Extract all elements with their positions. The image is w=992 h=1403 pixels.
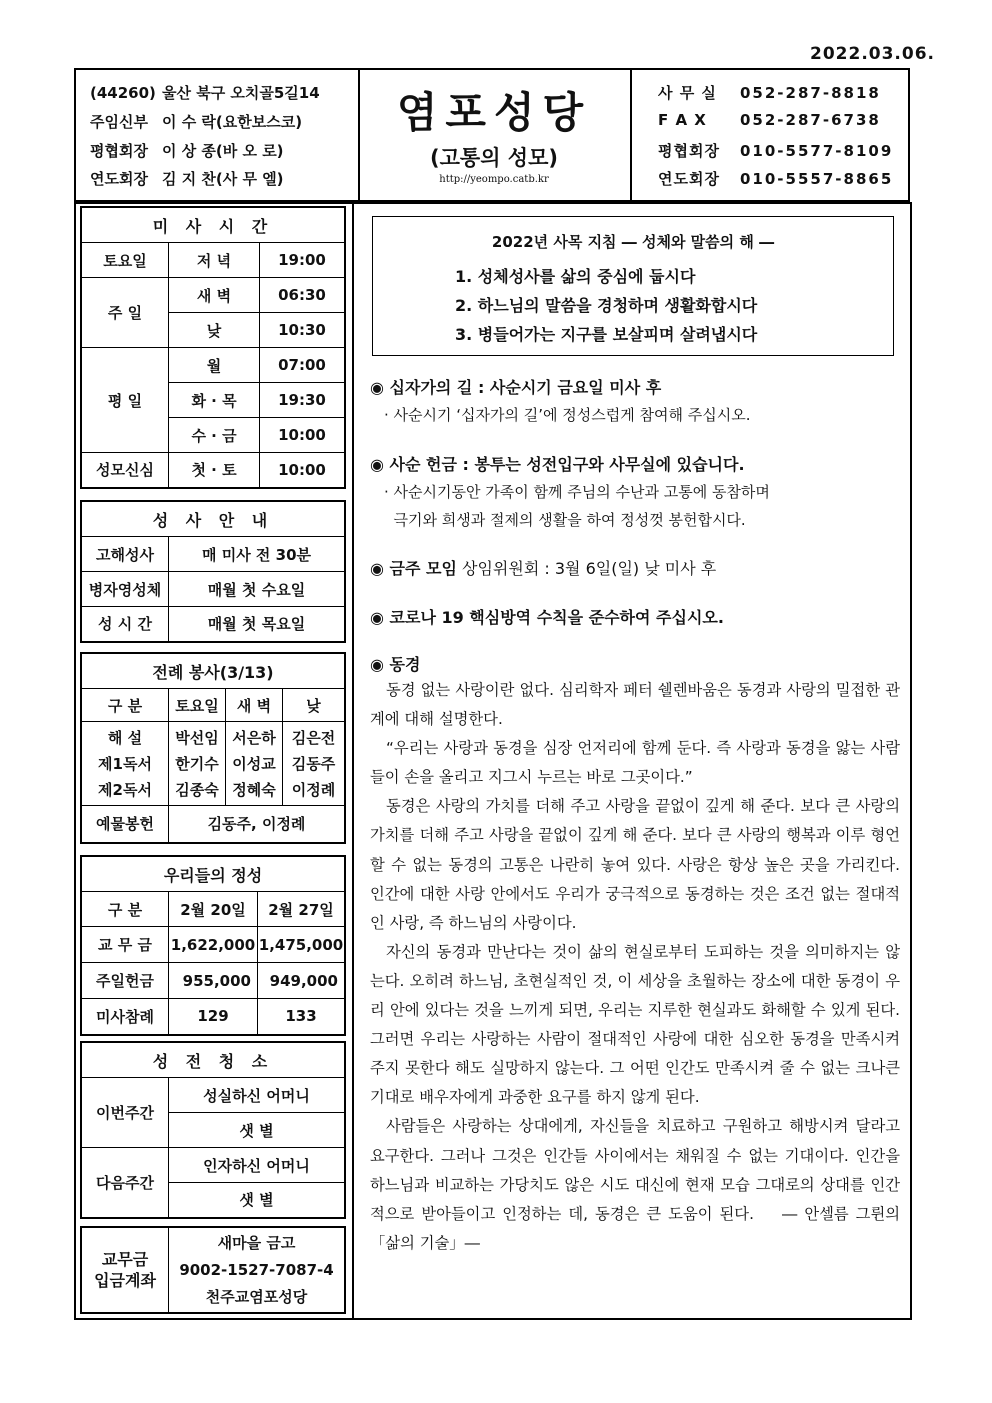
contact-row <box>658 168 893 189</box>
contact-label: 사 무 실 <box>658 84 717 102</box>
essay-paragraph: 동경은 사랑의 가치를 더해 주고 사랑을 끝없이 깊게 해 준다. 보다 큰 사랑의 가치를 더해 주고 사랑을 끝없이 깊게 해 준다. 보다 큰 사랑의 행복과 이루 형언할 수 없는 동경의 고통은 나란히 놓여 있다. 사랑은 항상 높은 곳을 가리킨다. 인간에 대한 사랑 안에서도 우리가 궁극적으로 동경하는 것은 조건 없는 절대적인 사랑, 즉 하느님의 사랑이다. <box>370 797 900 932</box>
sacraments-title: 성 사 안 내 <box>81 501 345 537</box>
sacrament-value: 매월 첫 수요일 <box>169 572 346 607</box>
pastoral-item: 1. 성체성사를 삶의 중심에 둡시다 <box>455 267 696 286</box>
parish-subtitle: (고통의 성모) <box>430 146 558 170</box>
server: 한기수 <box>175 754 219 773</box>
server: 박선임 <box>175 728 219 747</box>
notice-line: · 사순시기 ‘십자가의 길’에 정성스럽게 참여해 주십시오. <box>384 406 751 424</box>
donation-value: 1,622,000 <box>169 927 258 963</box>
offering-label: 예물봉헌 <box>81 806 169 843</box>
bulletin-date: 2022.03.06. <box>810 44 936 64</box>
liturgy-title: 전례 봉사(3/13) <box>81 653 345 689</box>
sacrament-name: 고해성사 <box>81 537 169 572</box>
contact-row <box>658 111 881 129</box>
mass-times-table <box>80 206 346 489</box>
pastoral-guideline-box <box>372 216 894 356</box>
donation-value: 129 <box>169 999 258 1035</box>
essay-body <box>370 676 900 1258</box>
notice-detail: 상임위원회 : 3월 6일(일) 낮 미사 후 <box>456 559 717 578</box>
essay-source: ― 안셀름 그륀의「삶의 기술」― <box>370 1204 901 1252</box>
role: 해 설 <box>107 728 143 747</box>
donation-value: 1,475,000 <box>258 927 346 963</box>
essay-paragraph-last <box>370 1112 900 1257</box>
liturgy-header: 낮 <box>283 689 346 722</box>
offering-value: 김동주, 이정례 <box>169 806 346 843</box>
mass-time: 06:30 <box>260 278 346 313</box>
donation-header: 2월 20일 <box>169 892 258 927</box>
contacts <box>632 70 908 200</box>
sacrament-value: 매월 첫 목요일 <box>169 607 346 642</box>
server: 정혜숙 <box>232 780 276 799</box>
info-value: 이 상 종(바 오 로) <box>162 142 284 160</box>
mass-name: 수 · 금 <box>169 418 260 453</box>
liturgy-dawn <box>226 722 283 806</box>
cleaning-title: 성 전 청 소 <box>81 1042 345 1078</box>
account-number: 9002-1527-7087-4 <box>179 1260 334 1279</box>
mass-time: 10:00 <box>260 453 346 488</box>
notice-meeting <box>370 556 716 579</box>
pastor-row <box>90 111 302 132</box>
day-cell: 평 일 <box>81 348 169 453</box>
parish-info <box>76 70 360 200</box>
sacrament-name: 성 시 간 <box>81 607 169 642</box>
day-cell: 주 일 <box>81 278 169 348</box>
contact-value: 010-5577-8109 <box>740 142 894 160</box>
donation-name: 교 무 금 <box>81 927 169 963</box>
pastoral-title: 2022년 사목 지침 ― 성체와 말씀의 해 ― <box>491 233 775 251</box>
server: 김동주 <box>291 754 336 773</box>
info-label: 평협회장 <box>90 142 148 160</box>
mass-time: 10:00 <box>260 418 346 453</box>
liturgy-table <box>80 652 346 844</box>
donation-header: 구 분 <box>81 892 169 927</box>
account-details <box>169 1227 346 1313</box>
account-label: 교무금 입금계좌 <box>81 1227 169 1313</box>
notice-heading: ◉ 금주 모임 <box>370 559 457 578</box>
sacrament-value: 매 미사 전 30분 <box>169 537 346 572</box>
role: 제1독서 <box>98 754 152 773</box>
account-holder: 천주교염포성당 <box>205 1287 308 1306</box>
mass-time: 07:00 <box>260 348 346 383</box>
day-cell: 성모신심 <box>81 453 169 488</box>
notice-line: 극기와 희생과 절제의 생활을 하여 정성껏 봉헌합시다. <box>384 511 746 529</box>
mass-times-title: 미 사 시 간 <box>81 207 345 243</box>
bank-name: 새마을 금고 <box>217 1233 296 1252</box>
info-value: 이 수 락(요한보스코) <box>162 113 303 131</box>
council-row <box>90 140 284 161</box>
cleaning-group: 샛 별 <box>169 1113 346 1148</box>
week-label: 이번주간 <box>81 1078 169 1148</box>
contact-value: 052-287-6738 <box>740 111 881 129</box>
notice-heading: ◉ 십자가의 길 : 사순시기 금요일 미사 후 <box>370 378 662 397</box>
liturgy-day <box>283 722 346 806</box>
cleaning-group: 성실하신 어머니 <box>169 1078 346 1113</box>
essay-paragraph: “우리는 사랑과 동경을 심장 언저리에 함께 둔다. 즉 사랑과 동경을 앓는 사람들이 손을 올리고 지그시 누르는 바로 그곳이다.” <box>370 739 900 787</box>
notice-heading: ◉ 사순 헌금 : 봉투는 성전입구와 사무실에 있습니다. <box>370 455 745 474</box>
day-cell: 토요일 <box>81 243 169 278</box>
donations-table <box>80 855 346 1036</box>
liturgy-roles <box>81 722 169 806</box>
notice-line: · 사순시기동안 가족이 함께 주님의 수난과 고통에 동참하며 <box>384 483 770 501</box>
address-row <box>90 82 320 103</box>
donation-name: 미사참례 <box>81 999 169 1035</box>
donation-value: 955,000 <box>169 963 258 999</box>
mass-name: 낮 <box>169 313 260 348</box>
mass-name: 새 벽 <box>169 278 260 313</box>
info-label: 연도회장 <box>90 170 148 188</box>
liturgy-header: 구 분 <box>81 689 169 722</box>
essay-title: ◉ 동경 <box>370 655 421 674</box>
notice-heading: ◉ 코로나 19 핵심방역 수칙을 준수하여 주십시오. <box>370 608 724 627</box>
contact-label: 연도회장 <box>658 170 720 188</box>
essay-paragraph: 동경 없는 사랑이란 없다. 심리학자 페터 쉘렌바움은 동경과 사랑의 밀접한 관계에 대해 설명한다. <box>370 681 900 729</box>
contact-value: 010-5557-8865 <box>740 170 894 188</box>
liturgy-header: 토요일 <box>169 689 226 722</box>
week-label: 다음주간 <box>81 1148 169 1218</box>
mass-name: 월 <box>169 348 260 383</box>
address: 울산 북구 오치골5길14 <box>162 84 320 102</box>
essay-paragraph: 사람들은 사랑하는 상대에게, 자신들을 치료하고 구원하고 해방시켜 달라고 요구한다. 그러나 그것은 인간들 사이에서는 채워질 수 없는 기대이다. 인간을 하느님과 비교하는 가당치도 않은 시도 대신에 현재 모습 그대로의 상대를 인간적으로 받아들이고 인정하는 데, 동경은 큰 도움이 된다. <box>370 1117 900 1223</box>
postal-code: (44260) <box>90 84 156 102</box>
server: 서은하 <box>232 728 276 747</box>
server: 김은전 <box>291 728 336 747</box>
parish-title: 염포성당 <box>396 88 592 137</box>
cleaning-group: 인자하신 어머니 <box>169 1148 346 1183</box>
info-label: 주임신부 <box>90 113 148 131</box>
info-value: 김 지 찬(사 무 엘) <box>162 170 284 188</box>
column-divider <box>352 202 354 1320</box>
essay-paragraph: 자신의 동경과 만난다는 것이 삶의 현실로부터 도피하는 것을 의미하지는 않는다. 오히려 하느님, 초현실적인 것, 이 세상을 초월하는 장소에 대한 동경이 우리 안에 있다는 것을 느끼게 되면, 우리는 지루한 현실과도 화해할 수 있게 된다. 그러면 우리는 사랑하는 사람이 절대적인 사랑에 대한 심오한 동경을 만족시켜 주지 못한다 해도 실망하지 않는다. 그 어떤 인간도 만족시켜 줄 수 없는 크나큰 기대로 배우자에게 과중한 요구를 하지 않게 된다. <box>370 942 900 1107</box>
donation-header: 2월 27일 <box>258 892 346 927</box>
donations-title: 우리들의 정성 <box>81 856 345 892</box>
parish-url[interactable]: http://yeompo.catb.kr <box>439 174 549 185</box>
pastoral-item: 2. 하느님의 말씀을 경청하며 생활화합시다 <box>455 296 758 315</box>
contact-value: 052-287-8818 <box>740 84 881 102</box>
donation-value: 949,000 <box>258 963 346 999</box>
mass-time: 19:00 <box>260 243 346 278</box>
server: 이성교 <box>232 754 276 773</box>
donation-name: 주일헌금 <box>81 963 169 999</box>
contact-label: F A X <box>658 111 707 129</box>
contact-label: 평협회장 <box>658 142 720 160</box>
donation-value: 133 <box>258 999 346 1035</box>
role: 제2독서 <box>98 780 152 799</box>
mass-name: 저 녁 <box>169 243 260 278</box>
sacrament-name: 병자영성체 <box>81 572 169 607</box>
server: 김종숙 <box>175 780 219 799</box>
liturgy-saturday <box>169 722 226 806</box>
contact-row <box>658 140 893 161</box>
memorial-row <box>90 168 284 189</box>
server: 이정례 <box>291 780 336 799</box>
account-table <box>80 1226 346 1314</box>
header <box>74 68 910 202</box>
mass-name: 화 · 목 <box>169 383 260 418</box>
liturgy-header: 새 벽 <box>226 689 283 722</box>
mass-name: 첫 · 토 <box>169 453 260 488</box>
title-block <box>358 70 632 200</box>
mass-time: 10:30 <box>260 313 346 348</box>
contact-row <box>658 82 881 103</box>
mass-time: 19:30 <box>260 383 346 418</box>
pastoral-item: 3. 병들어가는 지구를 보살피며 살려냅시다 <box>455 325 758 344</box>
sacraments-table <box>80 500 346 643</box>
cleaning-group: 샛 별 <box>169 1183 346 1218</box>
cleaning-table <box>80 1041 346 1219</box>
